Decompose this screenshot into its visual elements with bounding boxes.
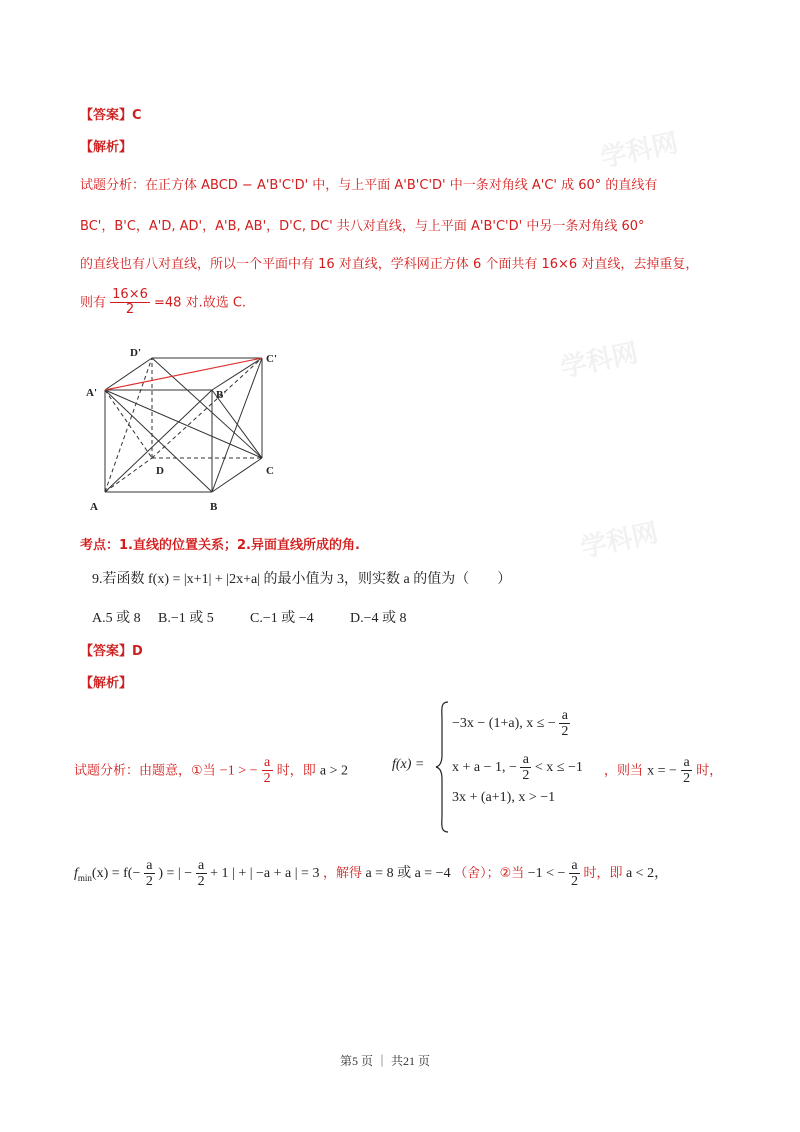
piece-2: x + a − 1, − $\frac{a}{2}$ < x ≤ −1	[452, 752, 583, 784]
analysis-tag-9: 【解析】	[80, 676, 133, 691]
label-C-prime: C'	[266, 353, 277, 365]
analysis-line-2: BC'，B'C，A'D, AD'，A'B, AB'，D'C, DC' 共八对直线，与上平面 A'B'C'D' 中另一条对角线 60°	[80, 219, 645, 234]
option-c: C.−1 或 −4	[250, 611, 314, 626]
piece-1: −3x − (1+a), x ≤ − $\frac{a}{2}$	[452, 708, 569, 740]
label-A-prime: A'	[86, 387, 97, 399]
page-footer: 第5 页 ｜ 共21 页	[340, 1054, 431, 1068]
piece-3: 3x + (a+1), x > −1	[452, 790, 556, 805]
piecewise-lhs: f(x) =	[392, 757, 425, 772]
then-clause: ，则当 x = − $\frac{a}{2}$ 时，	[604, 755, 723, 787]
fraction-a-over-2: $\frac{a}{2}$	[561, 708, 569, 740]
analysis-line-1: 试题分析：在正方体 ABCD − A'B'C'D' 中，与上平面 A'B'C'D' 中一条对角线 A'C' 成 60° 的直线有	[80, 178, 658, 193]
label-A: A	[90, 501, 98, 513]
label-D-prime: D'	[130, 347, 141, 359]
cube-figure	[80, 340, 300, 520]
fraction-a-over-2: $\frac{a}{2}$	[522, 752, 530, 784]
watermark: 学科网	[578, 518, 661, 564]
question-9-stem: 9.若函数 f(x) = |x+1| + |2x+a| 的最小值为 3，则实数 a 的值为（ ）	[92, 572, 512, 587]
fmin-line: $f_{min}(x) = f(-$ $\frac{a}{2}$ ) = | − $\frac{a}{2}$ + 1 | + | −a + a | = 3 ，解得 a = 8 或 a = −4 （舍）；②当 −1 < − $\frac{a}{2}$ 时，即 a < 2，	[74, 858, 669, 890]
fraction-a-over-2: $\frac{a}{2}$	[263, 755, 271, 787]
fraction-a-over-2: $\frac{a}{2}$	[145, 858, 153, 890]
watermark: 学科网	[598, 128, 681, 174]
piecewise-brace	[434, 700, 450, 834]
edge-BC	[212, 458, 262, 492]
diag-AD'	[105, 358, 152, 492]
analysis-9-intro: 试题分析：由题意，①当 −1 > − $\frac{a}{2}$ 时，即 a > 2	[74, 755, 349, 787]
fraction-16x6-over-2: $\frac{16\times 6}{2}$	[112, 287, 148, 318]
label-B-prime: B'	[216, 389, 227, 401]
edge-AD	[105, 458, 152, 492]
label-B: B	[210, 501, 218, 513]
option-a: A.5 或 8	[92, 611, 141, 626]
label-C: C	[266, 465, 274, 477]
fraction-a-over-2: $\frac{a}{2}$	[683, 755, 691, 787]
fraction-a-over-2: $\frac{a}{2}$	[197, 858, 205, 890]
analysis-line-3: 的直线也有八对直线，所以一个平面中有 16 对直线，学科网正方体 6 个面共有 16×6 对直线，去掉重复，	[80, 257, 699, 272]
diag-BC'	[212, 358, 262, 492]
option-b: B.−1 或 5	[158, 611, 214, 626]
analysis-tag: 【解析】	[80, 140, 133, 155]
analysis-line-4: 则有 $\frac{16\times 6}{2}$ =48 对.故选 C.	[80, 287, 247, 318]
kaodian: 考点：1.直线的位置关系；2.异面直线所成的角.	[80, 538, 360, 553]
answer-tag: 【答案】C	[80, 108, 142, 123]
watermark: 学科网	[558, 338, 641, 384]
answer-tag-9: 【答案】D	[80, 644, 143, 659]
fraction-a-over-2: $\frac{a}{2}$	[570, 858, 578, 890]
option-d: D.−4 或 8	[350, 611, 407, 626]
label-D: D	[156, 465, 164, 477]
